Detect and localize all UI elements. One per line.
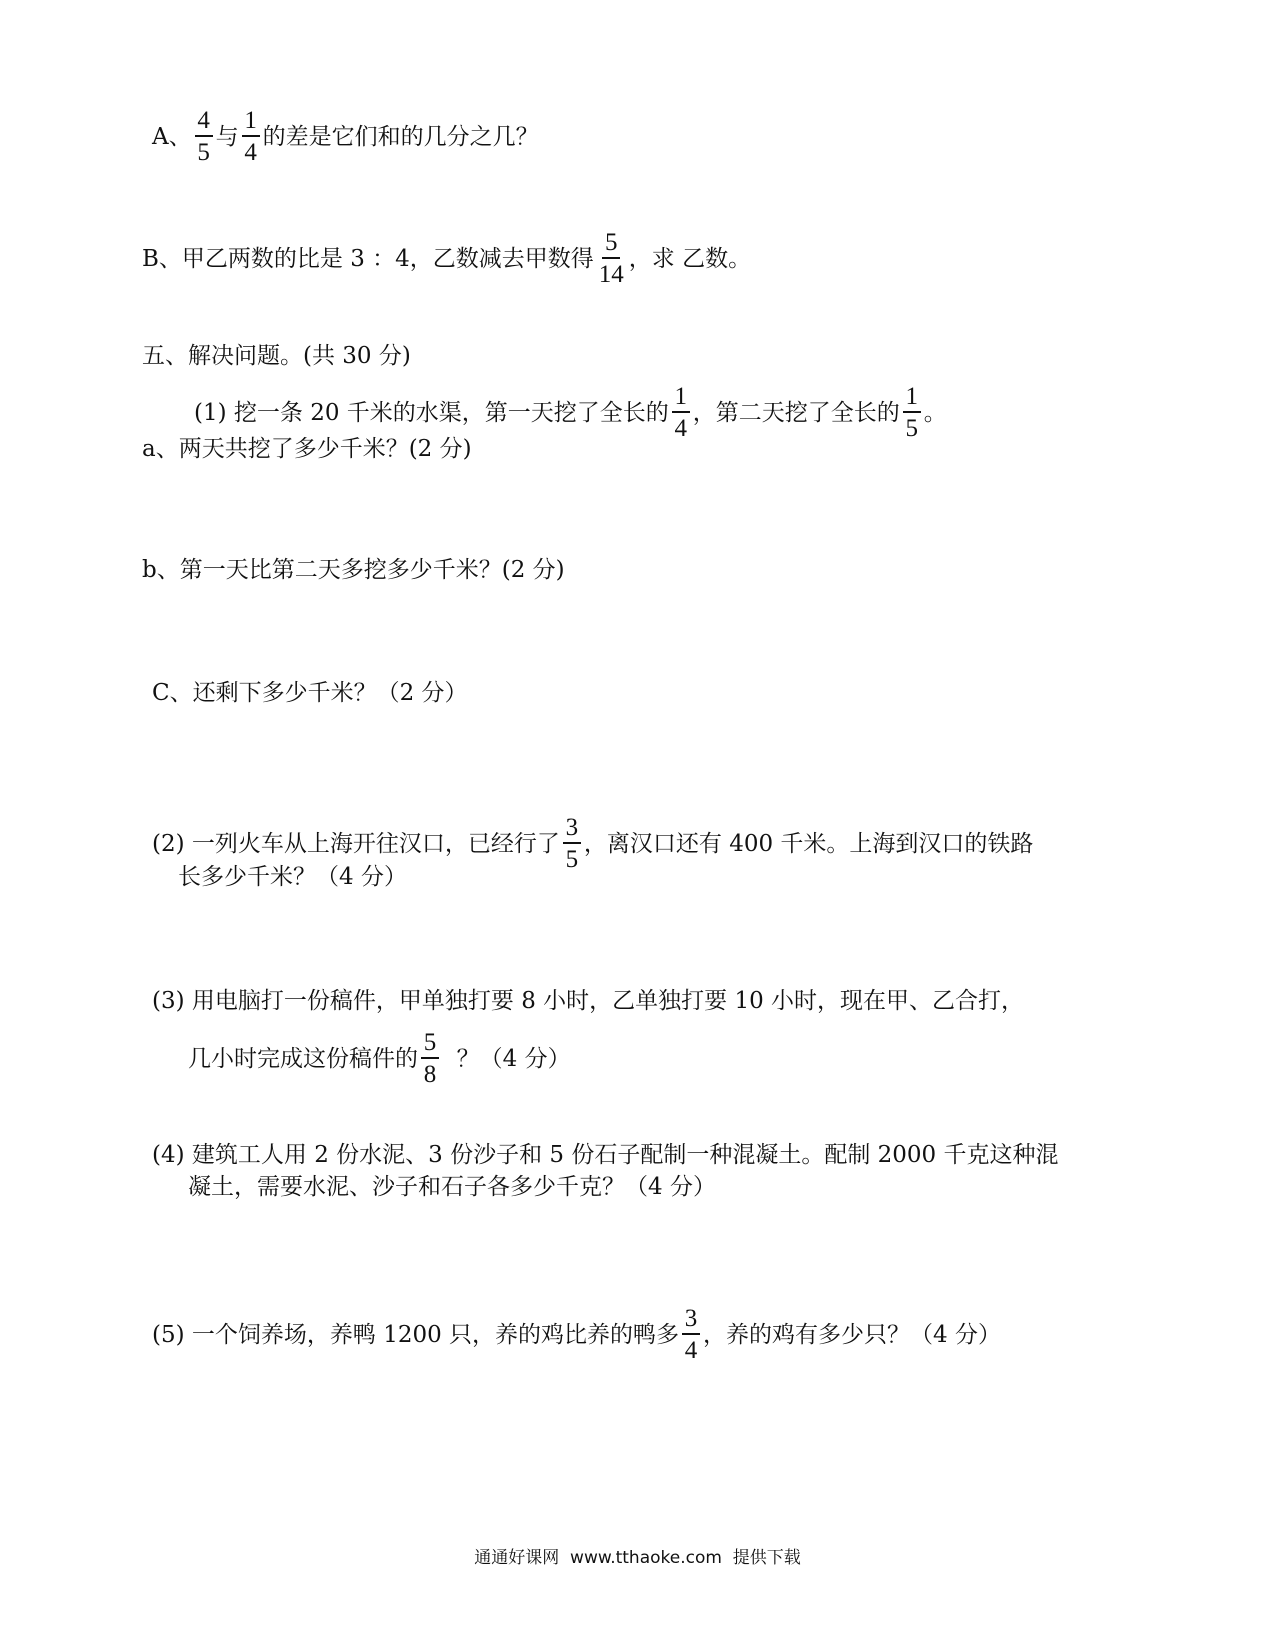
fraction-5-8: $\frac{5}{8}$ (421, 1030, 439, 1087)
problem-b (142, 230, 751, 287)
question-1-text: (1) 挖一条 20 千米的水渠，第一天挖了全长的 (194, 399, 669, 426)
problem-a (152, 108, 539, 165)
question-1 (194, 384, 947, 441)
problem-b-text: B、甲乙两数的比是 3 ：4，乙数减去甲数得 (142, 245, 594, 272)
problem-b-tail: ，求 乙数。 (628, 245, 752, 272)
question-1-part-b: b、第一天比第二天多挖多少千米？(2 分) (142, 557, 565, 583)
problem-a-tail: 的差是它们和的几分之几？ (262, 123, 539, 150)
problem-a-mid: 与 (215, 123, 239, 150)
question-2-line2: 长多少千米？（4 分） (178, 864, 407, 890)
problem-a-label: A、 (152, 123, 192, 150)
question-3-text: 几小时完成这份稿件的 (188, 1045, 418, 1072)
question-5 (152, 1306, 1001, 1363)
question-1-part-a: a、两天共挖了多少千米？(2 分) (142, 436, 472, 462)
question-3-line2 (188, 1030, 571, 1087)
question-2-text: (2) 一列火车从上海开往汉口，已经行了 (152, 830, 560, 857)
question-5-text: (5) 一个饲养场，养鸭 1200 只，养的鸡比养的鸭多 (152, 1321, 680, 1348)
question-2-tail: ，离汉口还有 400 千米。上海到汉口的铁路 (583, 830, 1034, 857)
question-5-tail: ，养的鸡有多少只？（4 分） (703, 1321, 1001, 1348)
question-3-tail: ？（4 分） (442, 1045, 571, 1072)
fraction-5-14: $\frac{5}{14}$ (598, 229, 624, 288)
fraction-1-5: $\frac{1}{5}$ (903, 384, 921, 441)
question-3-line1: (3) 用电脑打一份稿件，甲单独打要 8 小时，乙单独打要 10 小时，现在甲、乙合打， (152, 988, 1025, 1014)
fraction-1-4: $\frac{1}{4}$ (672, 384, 690, 441)
question-4-line1: (4) 建筑工人用 2 份水泥、3 份沙子和 5 份石子配制一种混凝土。配制 2000 千克这种混 (152, 1142, 1059, 1168)
question-1-tail: 。 (923, 399, 947, 426)
fraction-3-4: $\frac{3}{4}$ (682, 1306, 700, 1363)
question-1-part-c: C、还剩下多少千米？（2 分） (152, 680, 468, 706)
fraction-1-4: $\frac{1}{4}$ (242, 108, 260, 165)
question-4-line2: 凝土，需要水泥、沙子和石子各多少千克？（4 分） (188, 1174, 716, 1200)
section-heading: 五、解决问题。(共 30 分) (142, 343, 411, 369)
fraction-4-5: $\frac{4}{5}$ (195, 108, 213, 165)
question-1-mid: ，第二天挖了全长的 (692, 399, 900, 426)
fraction-3-5: $\frac{3}{5}$ (563, 815, 581, 872)
footer-source: 通通好课网 www.tthaoke.com 提供下载 (474, 1548, 801, 1568)
